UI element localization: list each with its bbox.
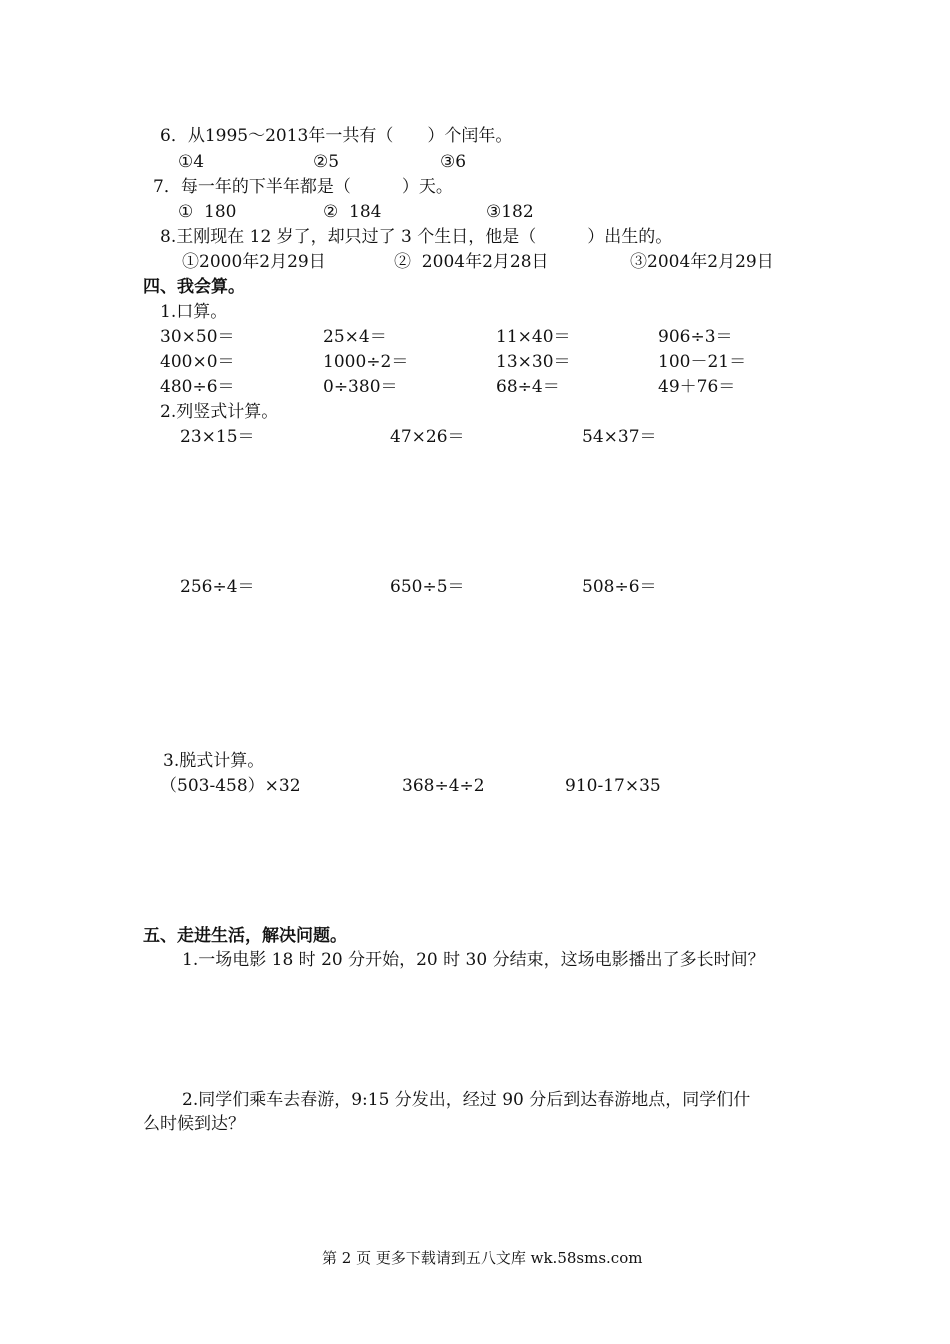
vertical-calc-title: 2.列竖式计算。	[160, 402, 279, 422]
q7-stem: 7．每一年的下半年都是（ ）天。	[153, 177, 453, 197]
stepwise-item: 368÷4÷2	[402, 776, 485, 796]
vertical-item: 54×37＝	[582, 427, 657, 447]
q8-stem: 8.王刚现在 12 岁了，却只过了 3 个生日，他是（ ）出生的。	[160, 227, 673, 247]
vertical-item: 47×26＝	[390, 427, 465, 447]
page-footer: 第 2 页 更多下载请到五八文库 wk.58sms.com	[322, 1249, 643, 1267]
q7-option-1: ① 180	[178, 202, 237, 222]
q8-option-2: ② 2004年2月28日	[394, 252, 549, 272]
section-4-title: 四、我会算。	[143, 277, 245, 297]
oral-item: 400×0＝	[160, 352, 235, 372]
q6-option-2: ②5	[313, 152, 340, 172]
oral-calc-title: 1.口算。	[160, 302, 228, 322]
q6-option-3: ③6	[440, 152, 467, 172]
q8-option-1: ①2000年2月29日	[182, 252, 326, 272]
stepwise-calc-title: 3.脱式计算。	[163, 751, 265, 771]
stepwise-item: （503-458）×32	[160, 776, 301, 796]
q8-option-3: ③2004年2月29日	[630, 252, 774, 272]
q6-stem: 6．从1995～2013年一共有（ ）个闰年。	[160, 126, 513, 146]
oral-item: 480÷6＝	[160, 377, 235, 397]
oral-item: 11×40＝	[496, 327, 571, 347]
vertical-item: 256÷4＝	[180, 577, 255, 597]
q7-option-2: ② 184	[323, 202, 382, 222]
oral-item: 25×4＝	[323, 327, 387, 347]
q7-option-3: ③182	[486, 202, 534, 222]
oral-item: 1000÷2＝	[323, 352, 409, 372]
q6-option-1: ①4	[178, 152, 205, 172]
section-5-title: 五、走进生活，解决问题。	[143, 926, 347, 946]
word-problem-1: 1.一场电影 18 时 20 分开始，20 时 30 分结束，这场电影播出了多长时间？	[182, 950, 765, 970]
oral-item: 0÷380＝	[323, 377, 398, 397]
word-problem-2-line-2: 么时候到达？	[143, 1114, 245, 1134]
oral-item: 68÷4＝	[496, 377, 560, 397]
oral-item: 100－21＝	[658, 352, 747, 372]
stepwise-item: 910-17×35	[565, 776, 661, 796]
vertical-item: 23×15＝	[180, 427, 255, 447]
vertical-item: 650÷5＝	[390, 577, 465, 597]
oral-item: 49＋76＝	[658, 377, 736, 397]
oral-item: 30×50＝	[160, 327, 235, 347]
word-problem-2-line-1: 2.同学们乘车去春游，9:15 分发出，经过 90 分后到达春游地点，同学们什	[182, 1090, 751, 1110]
oral-item: 13×30＝	[496, 352, 571, 372]
oral-item: 906÷3＝	[658, 327, 733, 347]
vertical-item: 508÷6＝	[582, 577, 657, 597]
